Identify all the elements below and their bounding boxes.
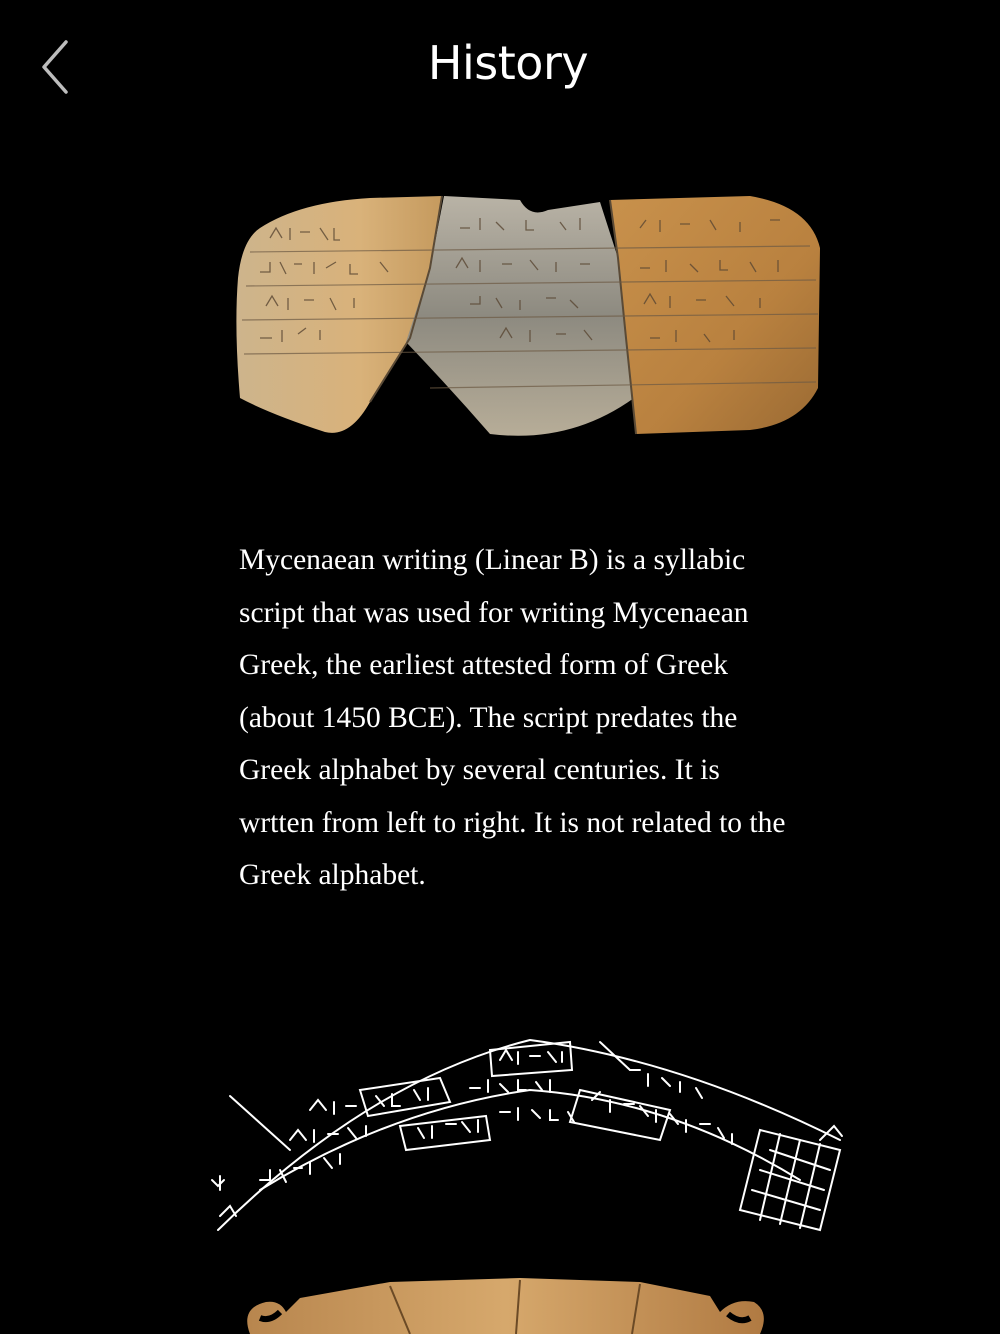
page-title: History [427, 36, 589, 90]
alphabet-inscription-drawing [200, 1030, 860, 1250]
pottery-vase-image [240, 1272, 770, 1334]
history-description: Mycenaean writing (Linear B) is a syllabic script that was used for writing Mycenaean Greek, the earliest attested form of Greek (about 1450 BCE). The script predates the Greek alphabet by several centuries. It is wrtten from left to right. It is not related to the Greek alphabet. [239, 544, 786, 891]
linear-b-tablet-image [230, 188, 830, 448]
header-bar [0, 0, 1000, 140]
